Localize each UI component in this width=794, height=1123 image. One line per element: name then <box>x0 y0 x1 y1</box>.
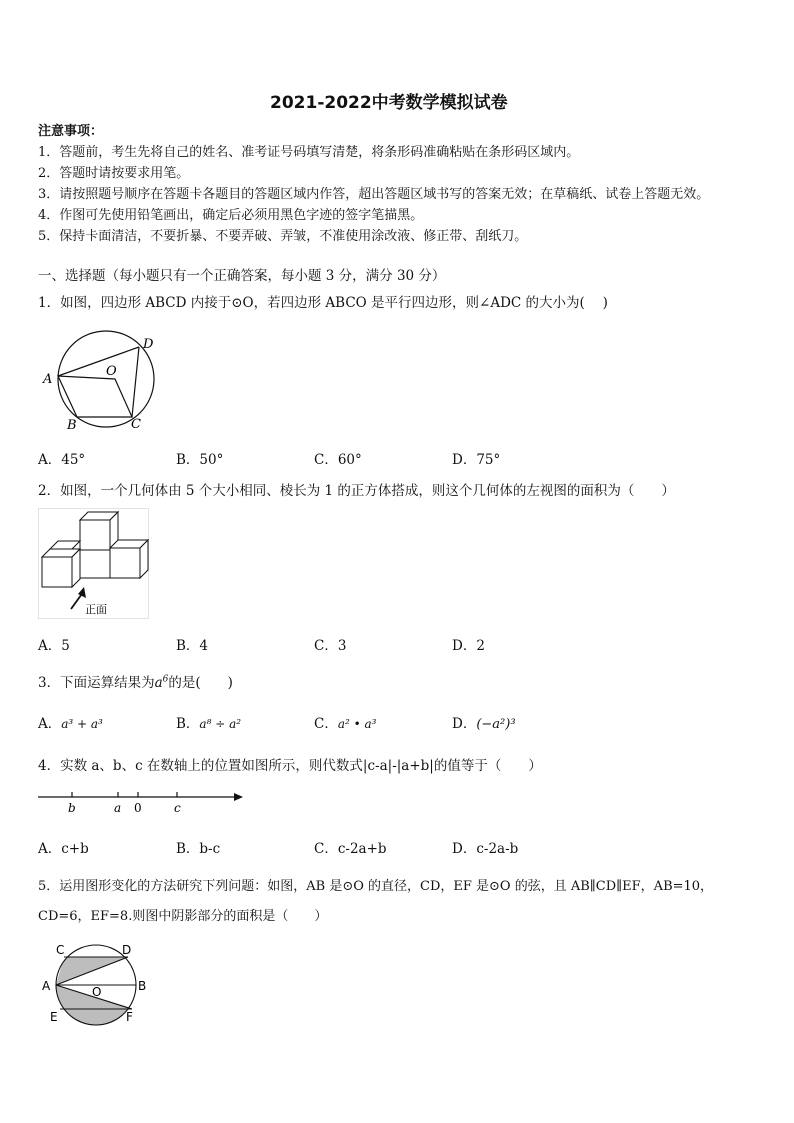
notice-item-5: 5．保持卡面清洁，不要折暴、不要弄破、弄皱，不准使用涂改液、修正带、刮纸刀。 <box>38 229 528 244</box>
q2-back-cube-top <box>50 541 80 549</box>
q4-option-c: C．c-2a+b <box>314 841 387 857</box>
q5-label-e: E <box>50 1010 58 1024</box>
q1-option-b: B．50° <box>176 452 224 468</box>
q3-option-d: D．(−a²)³ <box>452 716 516 732</box>
q5-label-b: B <box>138 979 147 993</box>
q2-text: 2．如图，一个几何体由 5 个大小相同、棱长为 1 的正方体搭成，则这个几何体的左视图的面积为（ ） <box>38 483 675 499</box>
q5-label-d: D <box>122 943 132 957</box>
q2-left-cube-front <box>42 557 72 587</box>
q5-label-a: A <box>42 979 51 993</box>
q4-option-a: A．c+b <box>38 841 89 857</box>
q1-label-d: D <box>143 337 154 352</box>
q5-label-o: O <box>92 985 102 999</box>
q2-top-cube-front <box>80 520 110 550</box>
notice-item-1: 1．答题前，考生先将自己的姓名、准考证号码填写清楚，将条形码准确粘贴在条形码区域内。 <box>38 145 580 160</box>
q1-label-o: O <box>106 364 117 379</box>
q2-option-d: D．2 <box>452 638 485 654</box>
q1-option-c: C．60° <box>314 452 362 468</box>
q2-option-b: B．4 <box>176 638 209 654</box>
notice-item-4: 4．作图可先使用铅笔画出，确定后必须用黑色字迹的签字笔描黑。 <box>38 208 424 223</box>
q3-option-c: C．a² • a³ <box>314 716 377 732</box>
q3-option-a: A．a³ + a³ <box>38 716 103 732</box>
q5-label-c: C <box>56 943 65 957</box>
notice-item-3: 3．请按照题号顺序在答题卡各题目的答题区域内作答，超出答题区域书写的答案无效；在草稿纸、试卷上答题无效。 <box>38 187 710 202</box>
q4-text: 4．实数 a、b、c 在数轴上的位置如图所示，则代数式|c-a|-|a+b|的值等于（ ） <box>38 758 542 774</box>
q3-text-suffix: 的是( ) <box>168 675 233 691</box>
q4-label-a: a <box>114 801 122 815</box>
q2-option-c: C．3 <box>314 638 347 654</box>
q2-cube-figure <box>38 508 150 620</box>
q1-label-b: B <box>67 418 77 432</box>
notice-item-2: 2．答题时请按要求用笔。 <box>38 166 190 181</box>
q4-option-d: D．c-2a-b <box>452 841 519 857</box>
q1-option-d: D．75° <box>452 452 501 468</box>
q1-line-ad <box>58 347 139 376</box>
q4-number-line <box>36 786 248 818</box>
q5-shaded-segment-bottom <box>60 1009 132 1030</box>
q4-label-c: c <box>174 801 181 815</box>
q1-line-dc <box>132 347 139 417</box>
q4-option-b: B．b-c <box>176 841 221 857</box>
q2-front-label: 正面 <box>85 603 107 616</box>
q4-label-zero: 0 <box>134 801 142 815</box>
q5-label-f: F <box>126 1010 133 1024</box>
q1-circle-figure <box>36 328 166 432</box>
q4-label-b: b <box>68 801 76 815</box>
page-title: 2021-2022中考数学模拟试卷 <box>270 93 508 113</box>
q1-parallelogram <box>58 376 132 417</box>
q4-axis-arrow <box>234 793 243 801</box>
q1-label-c: C <box>131 417 141 432</box>
q3-option-b: B．a⁸ ÷ a² <box>176 716 242 732</box>
q2-right-cube-front <box>110 548 140 578</box>
q3-base: a <box>154 675 163 691</box>
notice-heading: 注意事项： <box>38 124 104 139</box>
q3-exponent: 6 <box>162 674 169 685</box>
q3-text-prefix: 3．下面运算结果为 <box>38 675 155 691</box>
q2-option-a: A．5 <box>38 638 70 654</box>
q1-label-a: A <box>43 372 53 387</box>
q1-text: 1．如图，四边形 ABCD 内接于⊙O，若四边形 ABCO 是平行四边形，则∠ADC 的大小为( ) <box>38 295 608 311</box>
q5-circle-figure <box>36 940 148 1030</box>
section-heading: 一、选择题（每小题只有一个正确答案，每小题 3 分，满分 30 分） <box>38 268 446 284</box>
q5-text-line1: 5．运用图形变化的方法研究下列问题：如图，AB 是⊙O 的直径，CD，EF 是⊙O 的弦，且 AB∥CD∥EF，AB=10， <box>38 879 714 894</box>
q3-text <box>38 671 233 691</box>
q2-middle-cube-front <box>80 550 110 578</box>
q5-text-line2: CD=6，EF=8.则图中阴影部分的面积是（ ） <box>38 909 328 924</box>
q1-option-a: A．45° <box>38 452 86 468</box>
